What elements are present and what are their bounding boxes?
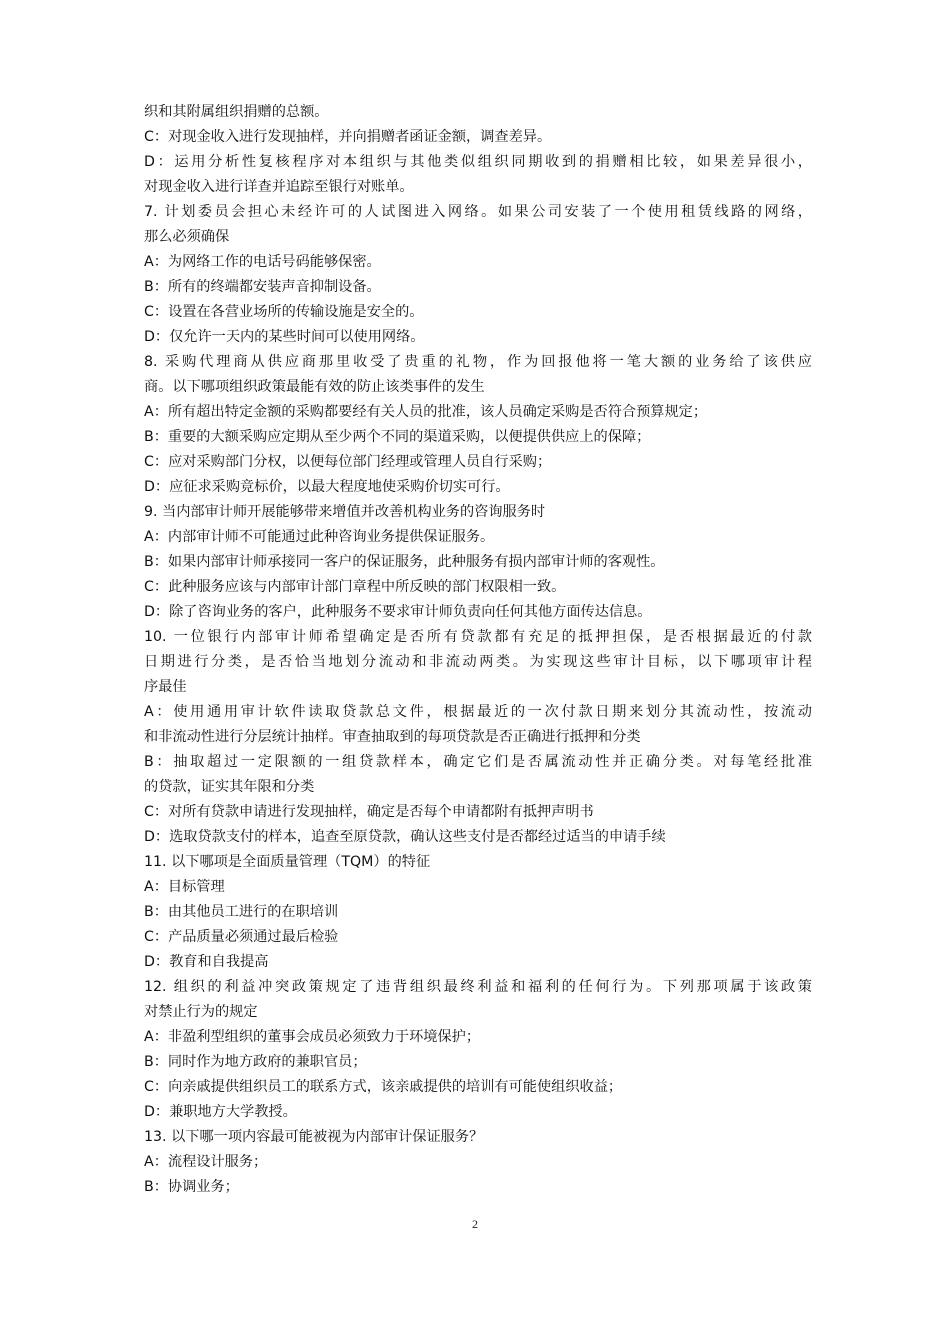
text-line: 13. 以下哪一项内容最可能被视为内部审计保证服务？ (144, 1129, 484, 1145)
text-line: B：由其他员工进行的在职培训 (144, 904, 339, 920)
text-line: 织和其附属组织捐赠的总额。 (144, 104, 329, 120)
text-line: D：除了咨询业务的客户，此种服务不要求审计师负责向任何其他方面传达信息。 (144, 604, 652, 620)
text-line: D：仅允许一天内的某些时间可以使用网络。 (144, 329, 425, 345)
text-line: 和非流动性进行分层统计抽样。审查抽取到的每项贷款是否正确进行抵押和分类 (144, 729, 641, 745)
text-line: 日期进行分类，是否恰当地划分流动和非流动两类。为实现这些审计目标，以下哪项审计程 (144, 654, 812, 670)
text-line: A：流程设计服务； (144, 1154, 268, 1170)
text-line: D：选取贷款支付的样本，追查至原贷款，确认这些支付是否都经过适当的申请手续 (144, 829, 666, 845)
text-line: 11. 以下哪项是全面质量管理（TQM）的特征 (144, 854, 431, 870)
text-line: D：教育和自我提高 (144, 954, 269, 970)
text-line: A：目标管理 (144, 879, 225, 895)
text-line: B：抽取超过一定限额的一组贷款样本，确定它们是否属流动性并正确分类。对每笔经批准 (144, 754, 812, 770)
text-line: B：同时作为地方政府的兼职官员； (144, 1054, 367, 1070)
text-line: 对现金收入进行详查并追踪至银行对账单。 (144, 179, 414, 195)
text-line: 那么必须确保 (144, 229, 230, 245)
text-line: A：使用通用审计软件读取贷款总文件，根据最近的一次付款日期来划分其流动性，按流动 (144, 704, 812, 720)
text-line: A：非盈利型组织的董事会成员必须致力于环境保护； (144, 1029, 481, 1045)
text-line: 7. 计划委员会担心未经许可的人试图进入网络。如果公司安装了一个使用租赁线路的网络， (144, 204, 812, 220)
text-line: C：对所有贷款申请进行发现抽样，确定是否每个申请都附有抵押声明书 (144, 804, 594, 820)
text-line: 商。以下哪项组织政策最能有效的防止该类事件的发生 (144, 379, 485, 395)
text-line: 对禁止行为的规定 (144, 1004, 258, 1020)
text-line: B：如果内部审计师承接同一客户的保证服务，此种服务有损内部审计师的客观性。 (144, 554, 665, 570)
text-line: A：所有超出特定金额的采购都要经有关人员的批准，该人员确定采购是否符合预算规定； (144, 404, 708, 420)
text-line: 10. 一位银行内部审计师希望确定是否所有贷款都有充足的抵押担保，是否根据最近的付款 (144, 629, 812, 645)
text-line: B：重要的大额采购应定期从至少两个不同的渠道采购，以便提供供应上的保障； (144, 429, 651, 445)
document-body (144, 100, 812, 1200)
text-line: C：应对采购部门分权，以便每位部门经理或管理人员自行采购； (144, 454, 552, 470)
text-line: 序最佳 (144, 679, 187, 695)
text-line: 9. 当内部审计师开展能够带来增值并改善机构业务的咨询服务时 (144, 504, 546, 520)
text-line: C：对现金收入进行发现抽样，并向捐赠者函证金额，调查差异。 (144, 129, 552, 145)
text-line: C：向亲戚提供组织员工的联系方式，该亲戚提供的培训有可能使组织收益； (144, 1079, 623, 1095)
text-line: B：协调业务； (144, 1179, 239, 1195)
text-line: 8. 采购代理商从供应商那里收受了贵重的礼物，作为回报他将一笔大额的业务给了该供应 (144, 354, 812, 370)
text-line: C：产品质量必须通过最后检验 (144, 929, 339, 945)
text-line: D：兼职地方大学教授。 (144, 1104, 297, 1120)
text-line: A：为网络工作的电话号码能够保密。 (144, 254, 381, 270)
text-line: A：内部审计师不可能通过此种咨询业务提供保证服务。 (144, 529, 495, 545)
text-line: 的贷款，证实其年限和分类 (144, 779, 315, 795)
page-number: 2 (472, 1217, 478, 1231)
text-line: B：所有的终端都安装声音抑制设备。 (144, 279, 381, 295)
text-line: D：应征求采购竞标价，以最大程度地使采购价切实可行。 (144, 479, 510, 495)
text-line: 12. 组织的利益冲突政策规定了违背组织最终利益和福利的任何行为。下列那项属于该政策 (144, 979, 812, 995)
text-line: C：此种服务应该与内部审计部门章程中所反映的部门权限相一致。 (144, 579, 566, 595)
text-line: C：设置在各营业场所的传输设施是安全的。 (144, 304, 424, 320)
text-line: D：运用分析性复核程序对本组织与其他类似组织同期收到的捐赠相比较，如果差异很小， (144, 154, 812, 170)
